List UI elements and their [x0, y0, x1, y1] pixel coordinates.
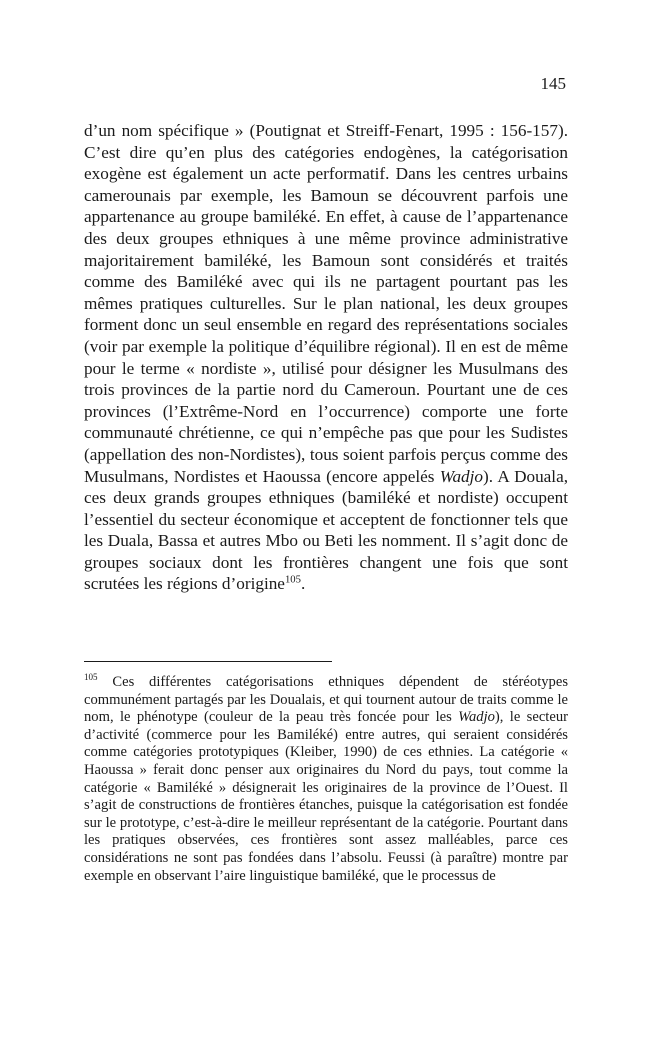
body-text-part-1: d’un nom spécifique » (Poutignat et Streiff-Fenart, 1995 : 156-157). C’est dire qu’en plus des catégories endogènes, la catégorisation exogène est également un acte performatif. Dans les centres urbains camerounais par exemple, les Bamoun se découvrent parfois une appartenance au groupe bamiléké. En effet, à cause de l’appartenance des deux groupes ethniques à une même province administrative majoritairement bamiléké, les Bamoun sont considérés et traités comme des Bamiléké avec qui ils ne partagent pourtant pas les mêmes pratiques culturelles. Sur le plan national, les deux groupes forment donc un seul ensemble en regard des représentations sociales (voir par exemple la politique d’équilibre régional). Il en est de même pour le terme « nordiste », utilisé pour désigner les Musulmans des trois provinces de la partie nord du Cameroun. Pourtant une de ces provinces (l’Extrême-Nord en l’occurrence) comporte une forte communauté chrétienne, ce qui n’empêche pas que pour les Sudistes (appellation des non-Nordistes), tous soient parfois perçus comme des Musulmans, Nordistes et Haoussa (encore appelés	[84, 121, 568, 486]
body-paragraph	[84, 120, 568, 595]
footnote-reference[interactable]: 105	[284, 574, 301, 586]
body-text-end: .	[300, 574, 306, 594]
footnote-italic-term: Wadjo	[458, 709, 495, 726]
body-text-part-2: ). A Douala, ces deux grands groupes ethniques (bamiléké et nordiste) occupent l’essentiel du secteur économique et acceptent de fonctionner tels que les Duala, Bassa et autres Mbo ou Beti les nomment. Il s’agit donc de groupes sociaux dont les frontières changent une fois que sont scrutées les régions d’origine	[84, 466, 568, 594]
footnote-text-part-2: ), le secteur d’activité (commerce pour les Bamiléké) entre autres, qui seraient considérés comme catégories prototypiques (Kleiber, 1990) de ces ethnies. La catégorie « Haoussa » ferait donc penser aux originaires du Nord du pays, tout comme la catégorie « Bamiléké » désignerait les originaires de la province de l’Ouest. Il s’agit de constructions de frontières étanches, puisque la catégorisation est fondée sur le prototype, c’est-à-dire le meilleur représentant de la catégorie. Pourtant dans les pratiques observées, ces frontières sont assez malléables, parce ces considérations ne sont pas fondées dans l’absolu. Feussi (à paraître) montre par exemple en observant l’aire linguistique bamiléké, que le processus de	[84, 709, 568, 884]
body-italic-term: Wadjo	[439, 466, 483, 486]
footnote-separator	[84, 661, 332, 662]
footnote	[84, 674, 568, 885]
footnote-text-part-1: Ces différentes catégorisations ethniques dépendent de stéréotypes communément partagés par les Doualais, et qui tournent autour de traits comme le nom, le phénotype (couleur de la peau très foncée pour les	[84, 674, 568, 726]
footnote-marker: 105	[84, 672, 98, 683]
page-number: 145	[540, 74, 566, 93]
